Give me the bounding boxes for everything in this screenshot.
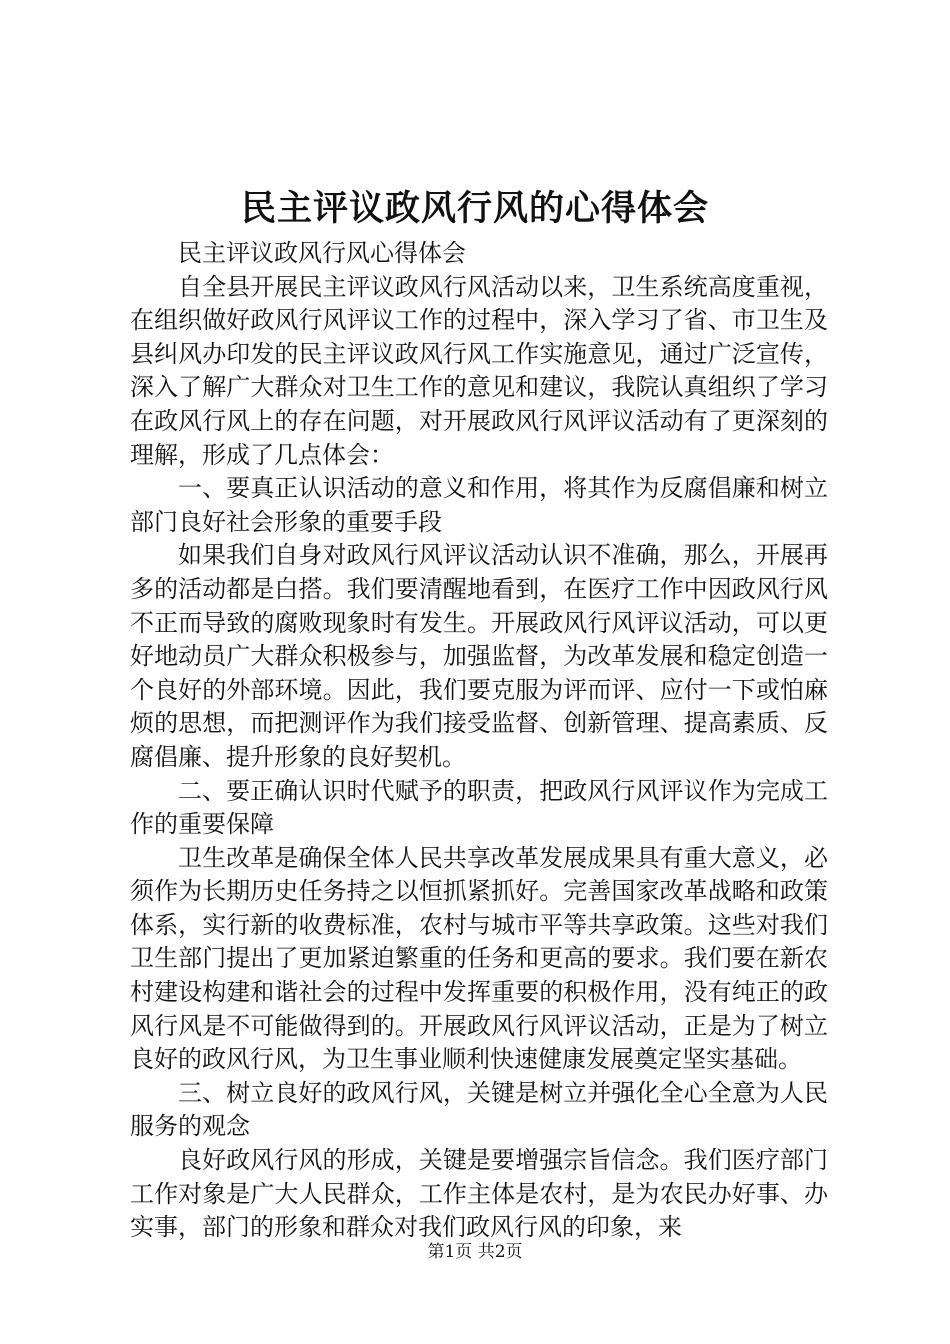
document-title: 民主评议政风行风的心得体会 [240, 188, 709, 229]
paragraph-subtitle: 民主评议政风行风心得体会 [178, 239, 466, 267]
page-number-footer: 第1页 共2页 [427, 1242, 523, 1262]
document-body [130, 237, 828, 1245]
paragraph-section-1: 如果我们自身对政风行风评议活动认识不准确，那么，开展再多的活动都是白搭。我们要清醒地看到，在医疗工作中因政风行风不正而导致的腐败现象时有发生。开展政风行风评议活动，可以更好地动员广大群众积极参与，加强监督，为改革发展和稳定创造一个良好的外部环境。因此，我们要克服为评而评、应付一下或怕麻烦的思想，而把测评作为我们接受监督、创新管理、提高素质、反腐倡廉、提升形象的良好契机。 [130, 541, 828, 771]
paragraph-intro: 自全县开展民主评议政风行风活动以来，卫生系统高度重视，在组织做好政风行风评议工作的过程中，深入学习了省、市卫生及县纠风办印发的民主评议政风行风工作实施意见，通过广泛宣传，深入了解广大群众对卫生工作的意见和建议，我院认真组织了学习在政风行风上的存在问题，对开展政风行风评议活动有了更深刻的理解，形成了几点体会： [130, 272, 828, 469]
section-heading-2: 二、要正确认识时代赋予的职责，把政风行风评议作为完成工作的重要保障 [130, 776, 828, 839]
section-heading-3: 三、树立良好的政风行风，关键是树立并强化全心全意为人民服务的观念 [130, 1078, 828, 1141]
paragraph-section-3: 良好政风行风的形成，关键是要增强宗旨信念。我们医疗部门工作对象是广大人民群众，工作主体是农村，是为农民办好事、办实事，部门的形象和群众对我们政风行风的印象，来 [130, 1146, 828, 1242]
paragraph-section-2: 卫生改革是确保全体人民共享改革发展成果具有重大意义，必须作为长期历史任务持之以恒抓紧抓好。完善国家改革战略和政策体系，实行新的收费标准，农村与城市平等共享政策。这些对我们卫生部门提出了更加紧迫繁重的任务和更高的要求。我们要在新农村建设构建和谐社会的过程中发挥重要的积极作用，没有纯正的政风行风是不可能做得到的。开展政风行风评议活动，正是为了树立良好的政风行风，为卫生事业顺利快速健康发展奠定坚实基础。 [130, 843, 828, 1074]
section-heading-1: 一、要真正认识活动的意义和作用，将其作为反腐倡廉和树立部门良好社会形象的重要手段 [130, 474, 828, 536]
